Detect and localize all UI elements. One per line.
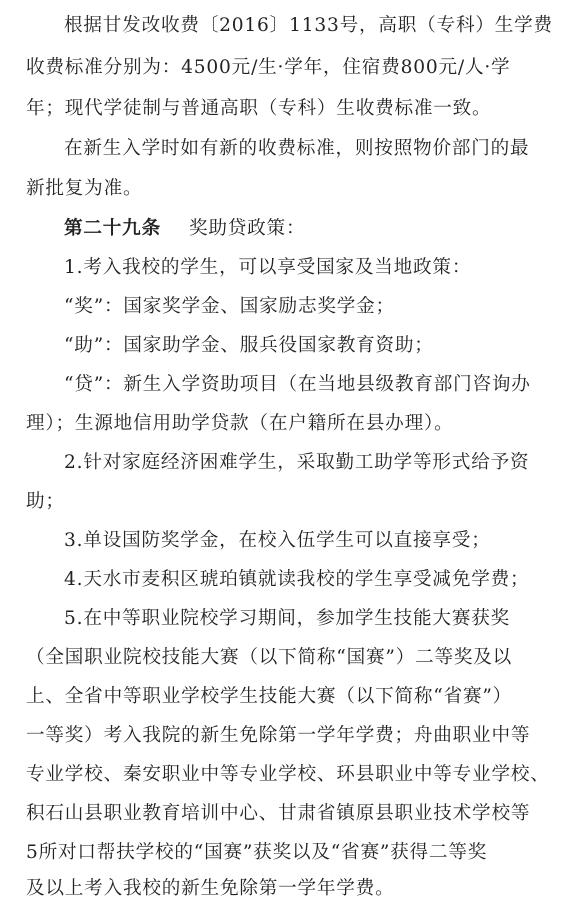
paragraph-fee-line-3: 年；现代学徒制与普通高职（专科）生收费标准一致。	[26, 98, 492, 119]
policy-item-5-line-1: 5.在中等职业院校学习期间，参加学生技能大赛获奖	[64, 608, 511, 629]
policy-item-1: 1.考入我校的学生，可以享受国家及当地政策：	[64, 257, 472, 278]
policy-item-5-line-5: 专业学校、秦安职业中等专业学校、环县职业中等专业学校、	[26, 764, 550, 785]
policy-item-4: 4.天水市麦积区琥珀镇就读我校的学生享受减免学费；	[64, 569, 530, 590]
policy-award-line: “奖”：国家奖学金、国家励志奖学金；	[64, 296, 395, 317]
policy-loan-line-2: 理）；生源地信用助学贷款（在户籍所在县办理）。	[26, 413, 454, 434]
policy-item-5-line-4: 一等奖）考入我院的新生免除第一学年学费；舟曲职业中等	[26, 725, 531, 746]
policy-loan-line-1: “贷”：新生入学资助项目（在当地县级教育部门咨询办	[64, 374, 531, 395]
policy-item-2-line-1: 2.针对家庭经济困难学生，采取勤工助学等形式给予资	[64, 452, 530, 473]
article-heading	[64, 216, 569, 242]
policy-item-3: 3.单设国防奖学金，在校入伍学生可以直接享受；	[64, 530, 491, 551]
article-title: 奖助贷政策：	[188, 218, 306, 239]
policy-item-5-line-8: 及以上考入我校的新生免除第一学年学费。	[26, 878, 395, 899]
paragraph-new-standard-line-2: 新批复为准。	[26, 178, 143, 199]
policy-item-5-line-6: 积石山县职业教育培训中心、甘肃省镇原县职业技术学校等	[26, 803, 531, 824]
paragraph-fee-line-2: 收费标准分别为：4500元/生·学年，住宿费800元/人·学	[26, 57, 511, 78]
policy-aid-line: “助”：国家助学金、服兵役国家教育资助；	[64, 335, 434, 356]
policy-item-2-line-2: 助；	[26, 491, 65, 512]
article-label: 第二十九条	[64, 218, 161, 239]
policy-item-5-line-7: 5所对口帮扶学校的“国赛”获奖以及“省赛”获得二等奖	[26, 842, 488, 863]
paragraph-new-standard-line-1: 在新生入学时如有新的收费标准，则按照物价部门的最	[64, 138, 530, 159]
paragraph-fee-line-1: 根据甘发改收费〔2016〕1133号，高职（专科）生学费	[64, 15, 553, 36]
policy-item-5-line-2: （全国职业院校技能大赛（以下简称“国赛”）二等奖及以	[26, 647, 513, 668]
policy-item-5-line-3: 上、全省中等职业学校学生技能大赛（以下简称“省赛”）	[26, 686, 513, 707]
